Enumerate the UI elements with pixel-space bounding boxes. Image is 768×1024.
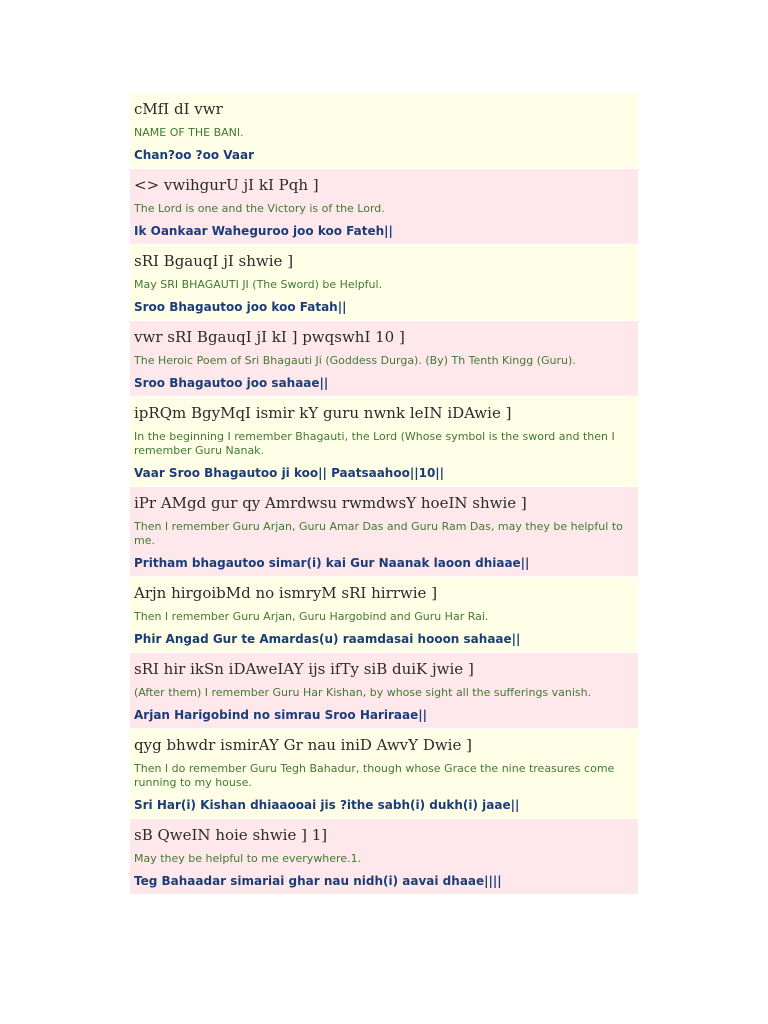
gurmukhi-line: qyg bhwdr ismirAY Gr nau iniD AwvY Dwie ] <box>134 736 472 754</box>
roman-transliteration: Sri Har(i) Kishan dhiaaooai jis ?ithe sabh(i) dukh(i) jaae|| <box>134 798 520 812</box>
verse-block <box>130 169 638 245</box>
english-translation: Then I remember Guru Arjan, Guru Hargobind and Guru Har Rai. <box>134 610 489 623</box>
verse-block <box>130 819 638 895</box>
roman-transliteration: Pritham bhagautoo simar(i) kai Gur Naanak laoon dhiaae|| <box>134 556 530 570</box>
roman-transliteration: Vaar Sroo Bhagautoo ji koo|| Paatsaahoo||10|| <box>134 466 445 480</box>
verse-block <box>130 577 638 653</box>
verse-block <box>130 653 638 729</box>
verse-block <box>130 321 638 397</box>
roman-transliteration: Teg Bahaadar simariai ghar nau nidh(i) aavai dhaae|||| <box>134 874 502 888</box>
gurmukhi-line: sRI BgauqI jI shwie ] <box>134 252 294 270</box>
roman-transliteration: Phir Angad Gur te Amardas(u) raamdasai hooon sahaae|| <box>134 632 521 646</box>
roman-transliteration: Chan?oo ?oo Vaar <box>134 148 254 162</box>
english-translation: Then I remember Guru Arjan, Guru Amar Das and Guru Ram Das, may they be helpful to me. <box>134 520 623 547</box>
gurmukhi-line: sB QweIN hoie shwie ] 1] <box>134 826 328 844</box>
gurmukhi-line: cMfI dI vwr <box>134 100 223 118</box>
english-translation: (After them) I remember Guru Har Kishan, by whose sight all the sufferings vanish. <box>134 686 592 699</box>
gurmukhi-line: vwr sRI BgauqI jI kI ] pwqswhI 10 ] <box>134 328 405 346</box>
english-translation: The Lord is one and the Victory is of the Lord. <box>134 202 385 215</box>
roman-transliteration: Ik Oankaar Waheguroo joo koo Fateh|| <box>134 224 393 238</box>
roman-transliteration: Sroo Bhagautoo joo sahaae|| <box>134 376 329 390</box>
roman-transliteration: Sroo Bhagautoo joo koo Fatah|| <box>134 300 347 314</box>
english-translation: May SRI BHAGAUTI JI (The Sword) be Helpful. <box>134 278 383 291</box>
roman-transliteration: Arjan Harigobind no simrau Sroo Hariraae|| <box>134 708 428 722</box>
verse-block <box>130 93 638 169</box>
bani-document <box>130 93 638 895</box>
gurmukhi-line: ipRQm BgyMqI ismir kY guru nwnk leIN iDAwie ] <box>134 404 512 422</box>
english-translation: NAME OF THE BANI. <box>134 126 244 139</box>
gurmukhi-line: iPr AMgd gur qy Amrdwsu rwmdwsY hoeIN shwie ] <box>134 494 527 512</box>
english-translation: Then I do remember Guru Tegh Bahadur, though whose Grace the nine treasures come running to my house. <box>134 762 615 789</box>
gurmukhi-line: <> vwihgurU jI kI Pqh ] <box>134 176 319 194</box>
verse-block <box>130 729 638 819</box>
gurmukhi-line: Arjn hirgoibMd no ismryM sRI hirrwie ] <box>134 584 438 602</box>
english-translation: The Heroic Poem of Sri Bhagauti Ji (Goddess Durga). (By) Th Tenth Kingg (Guru). <box>134 354 576 367</box>
verse-block <box>130 245 638 321</box>
gurmukhi-line: sRI hir ikSn iDAweIAY ijs ifTy siB duiK jwie ] <box>134 660 474 678</box>
english-translation: May they be helpful to me everywhere.1. <box>134 852 362 865</box>
english-translation: In the beginning I remember Bhagauti, the Lord (Whose symbol is the sword and then I remember Guru Nanak. <box>134 430 615 457</box>
verse-block <box>130 487 638 577</box>
verse-block <box>130 397 638 487</box>
